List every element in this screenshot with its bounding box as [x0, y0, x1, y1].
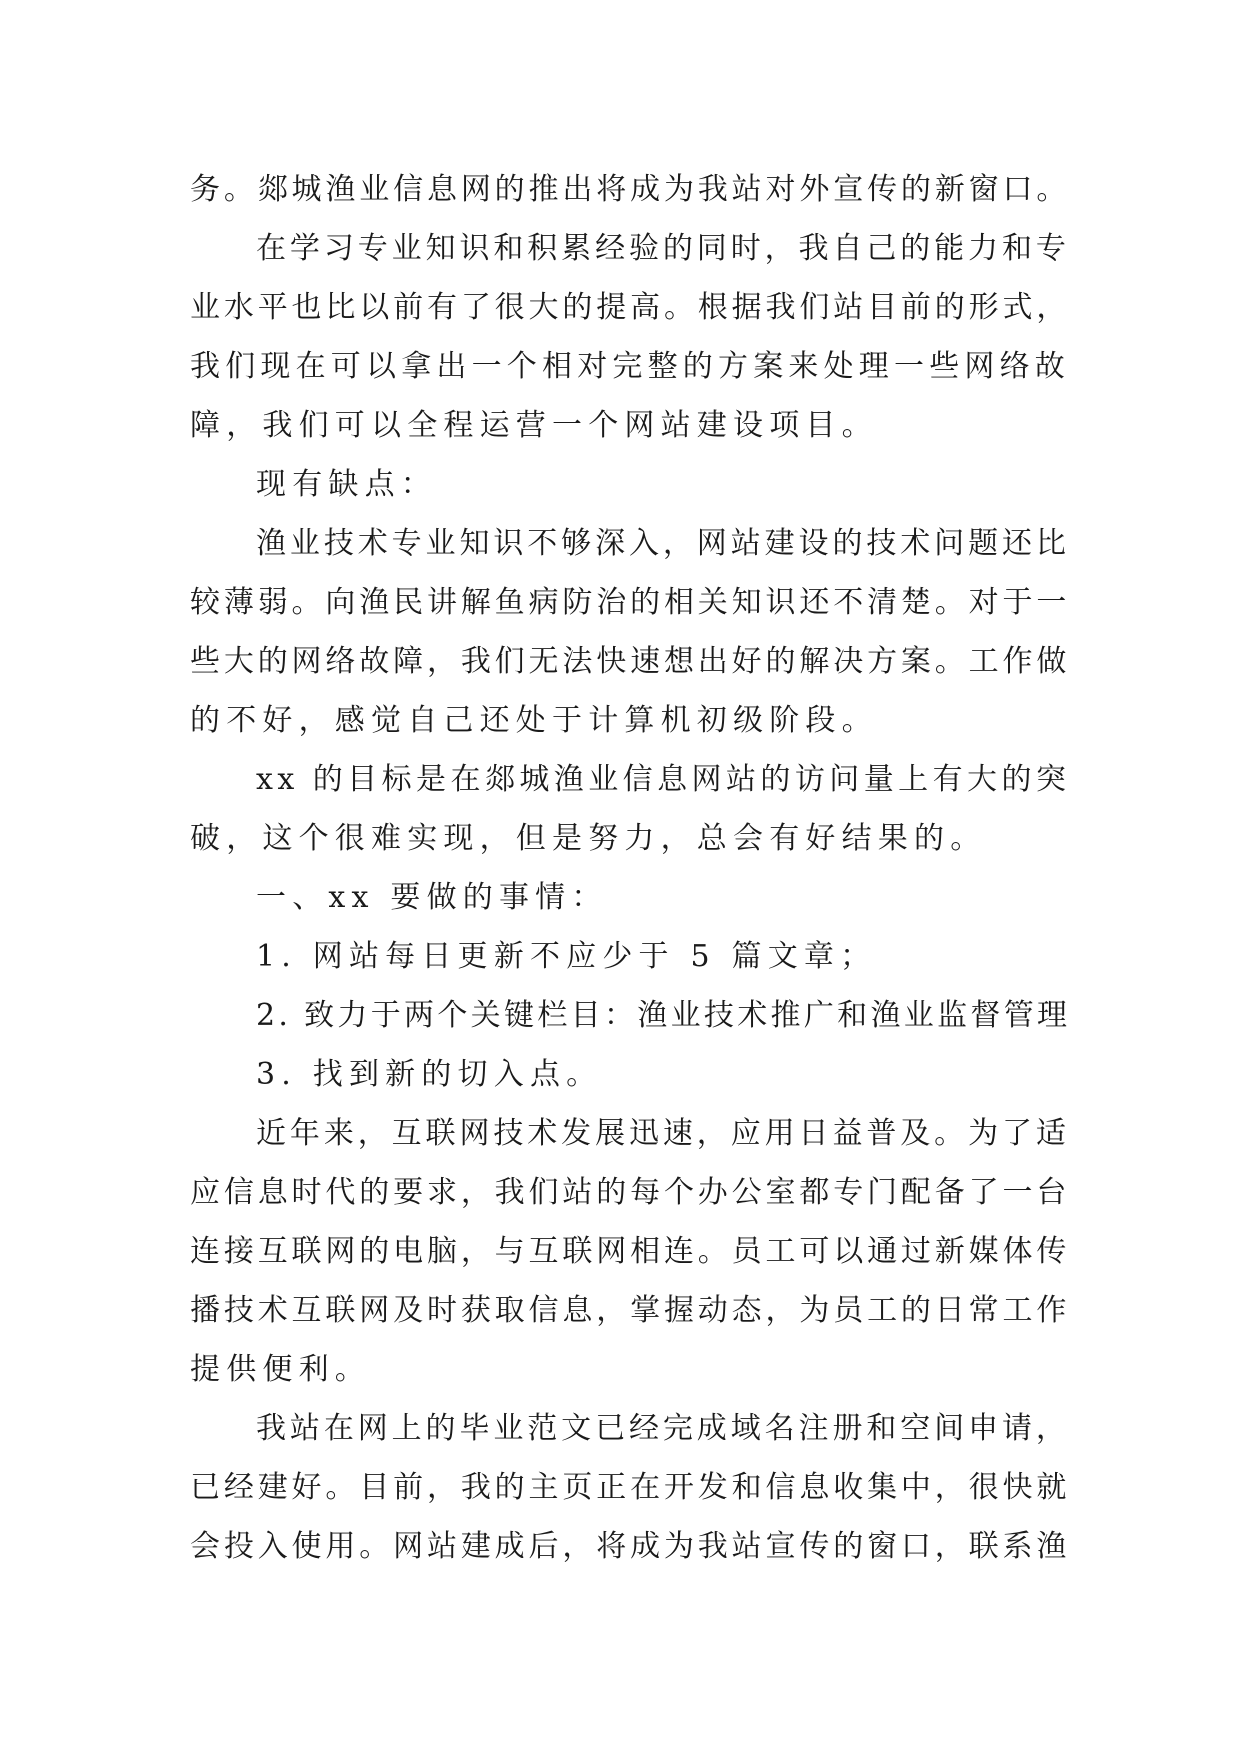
text-line: 应信息时代的要求，我们站的每个办公室都专门配备了一台 — [190, 1175, 1071, 1210]
text-line: 2. 致力于两个关键栏目：渔业技术推广和渔业监督管理 — [256, 998, 1071, 1033]
text-line: 的不好，感觉自己还处于计算机初级阶段。 — [190, 703, 878, 738]
text-line: 破，这个很难实现，但是努力，总会有好结果的。 — [190, 821, 987, 856]
text-line: 一、xx 要做的事情： — [256, 880, 608, 915]
text-line: xx 的目标是在郯城渔业信息网站的访问量上有大的突 — [256, 762, 1071, 797]
text-line: 3. 找到新的切入点。 — [256, 1057, 603, 1092]
text-line: 我站在网上的毕业范文已经完成域名注册和空间申请， — [256, 1411, 1070, 1446]
text-line: 播技术互联网及时获取信息，掌握动态，为员工的日常工作 — [190, 1293, 1071, 1328]
text-line: 提供便利。 — [190, 1352, 371, 1387]
text-line: 1. 网站每日更新不应少于 5 篇文章； — [256, 939, 877, 974]
text-line: 障，我们可以全程运营一个网站建设项目。 — [190, 408, 878, 443]
text-line: 已经建好。目前，我的主页正在开发和信息收集中，很快就 — [190, 1470, 1071, 1505]
text-line: 务。郯城渔业信息网的推出将成为我站对外宣传的新窗口。 — [190, 172, 1071, 207]
text-line: 较薄弱。向渔民讲解鱼病防治的相关知识还不清楚。对于一 — [190, 585, 1071, 620]
text-line: 些大的网络故障，我们无法快速想出好的解决方案。工作做 — [190, 644, 1071, 679]
text-line: 现有缺点： — [256, 467, 437, 502]
text-line: 我们现在可以拿出一个相对完整的方案来处理一些网络故 — [190, 349, 1070, 384]
document-body — [190, 160, 1070, 1576]
text-line: 渔业技术专业知识不够深入，网站建设的技术问题还比 — [256, 526, 1070, 561]
text-line: 在学习专业知识和积累经验的同时，我自己的能力和专 — [256, 231, 1070, 266]
text-line: 业水平也比以前有了很大的提高。根据我们站目前的形式， — [190, 290, 1071, 325]
text-line: 连接互联网的电脑，与互联网相连。员工可以通过新媒体传 — [190, 1234, 1071, 1269]
text-line: 近年来，互联网技术发展迅速，应用日益普及。为了适 — [256, 1116, 1070, 1151]
text-line: 会投入使用。网站建成后，将成为我站宣传的窗口，联系渔 — [190, 1529, 1071, 1564]
